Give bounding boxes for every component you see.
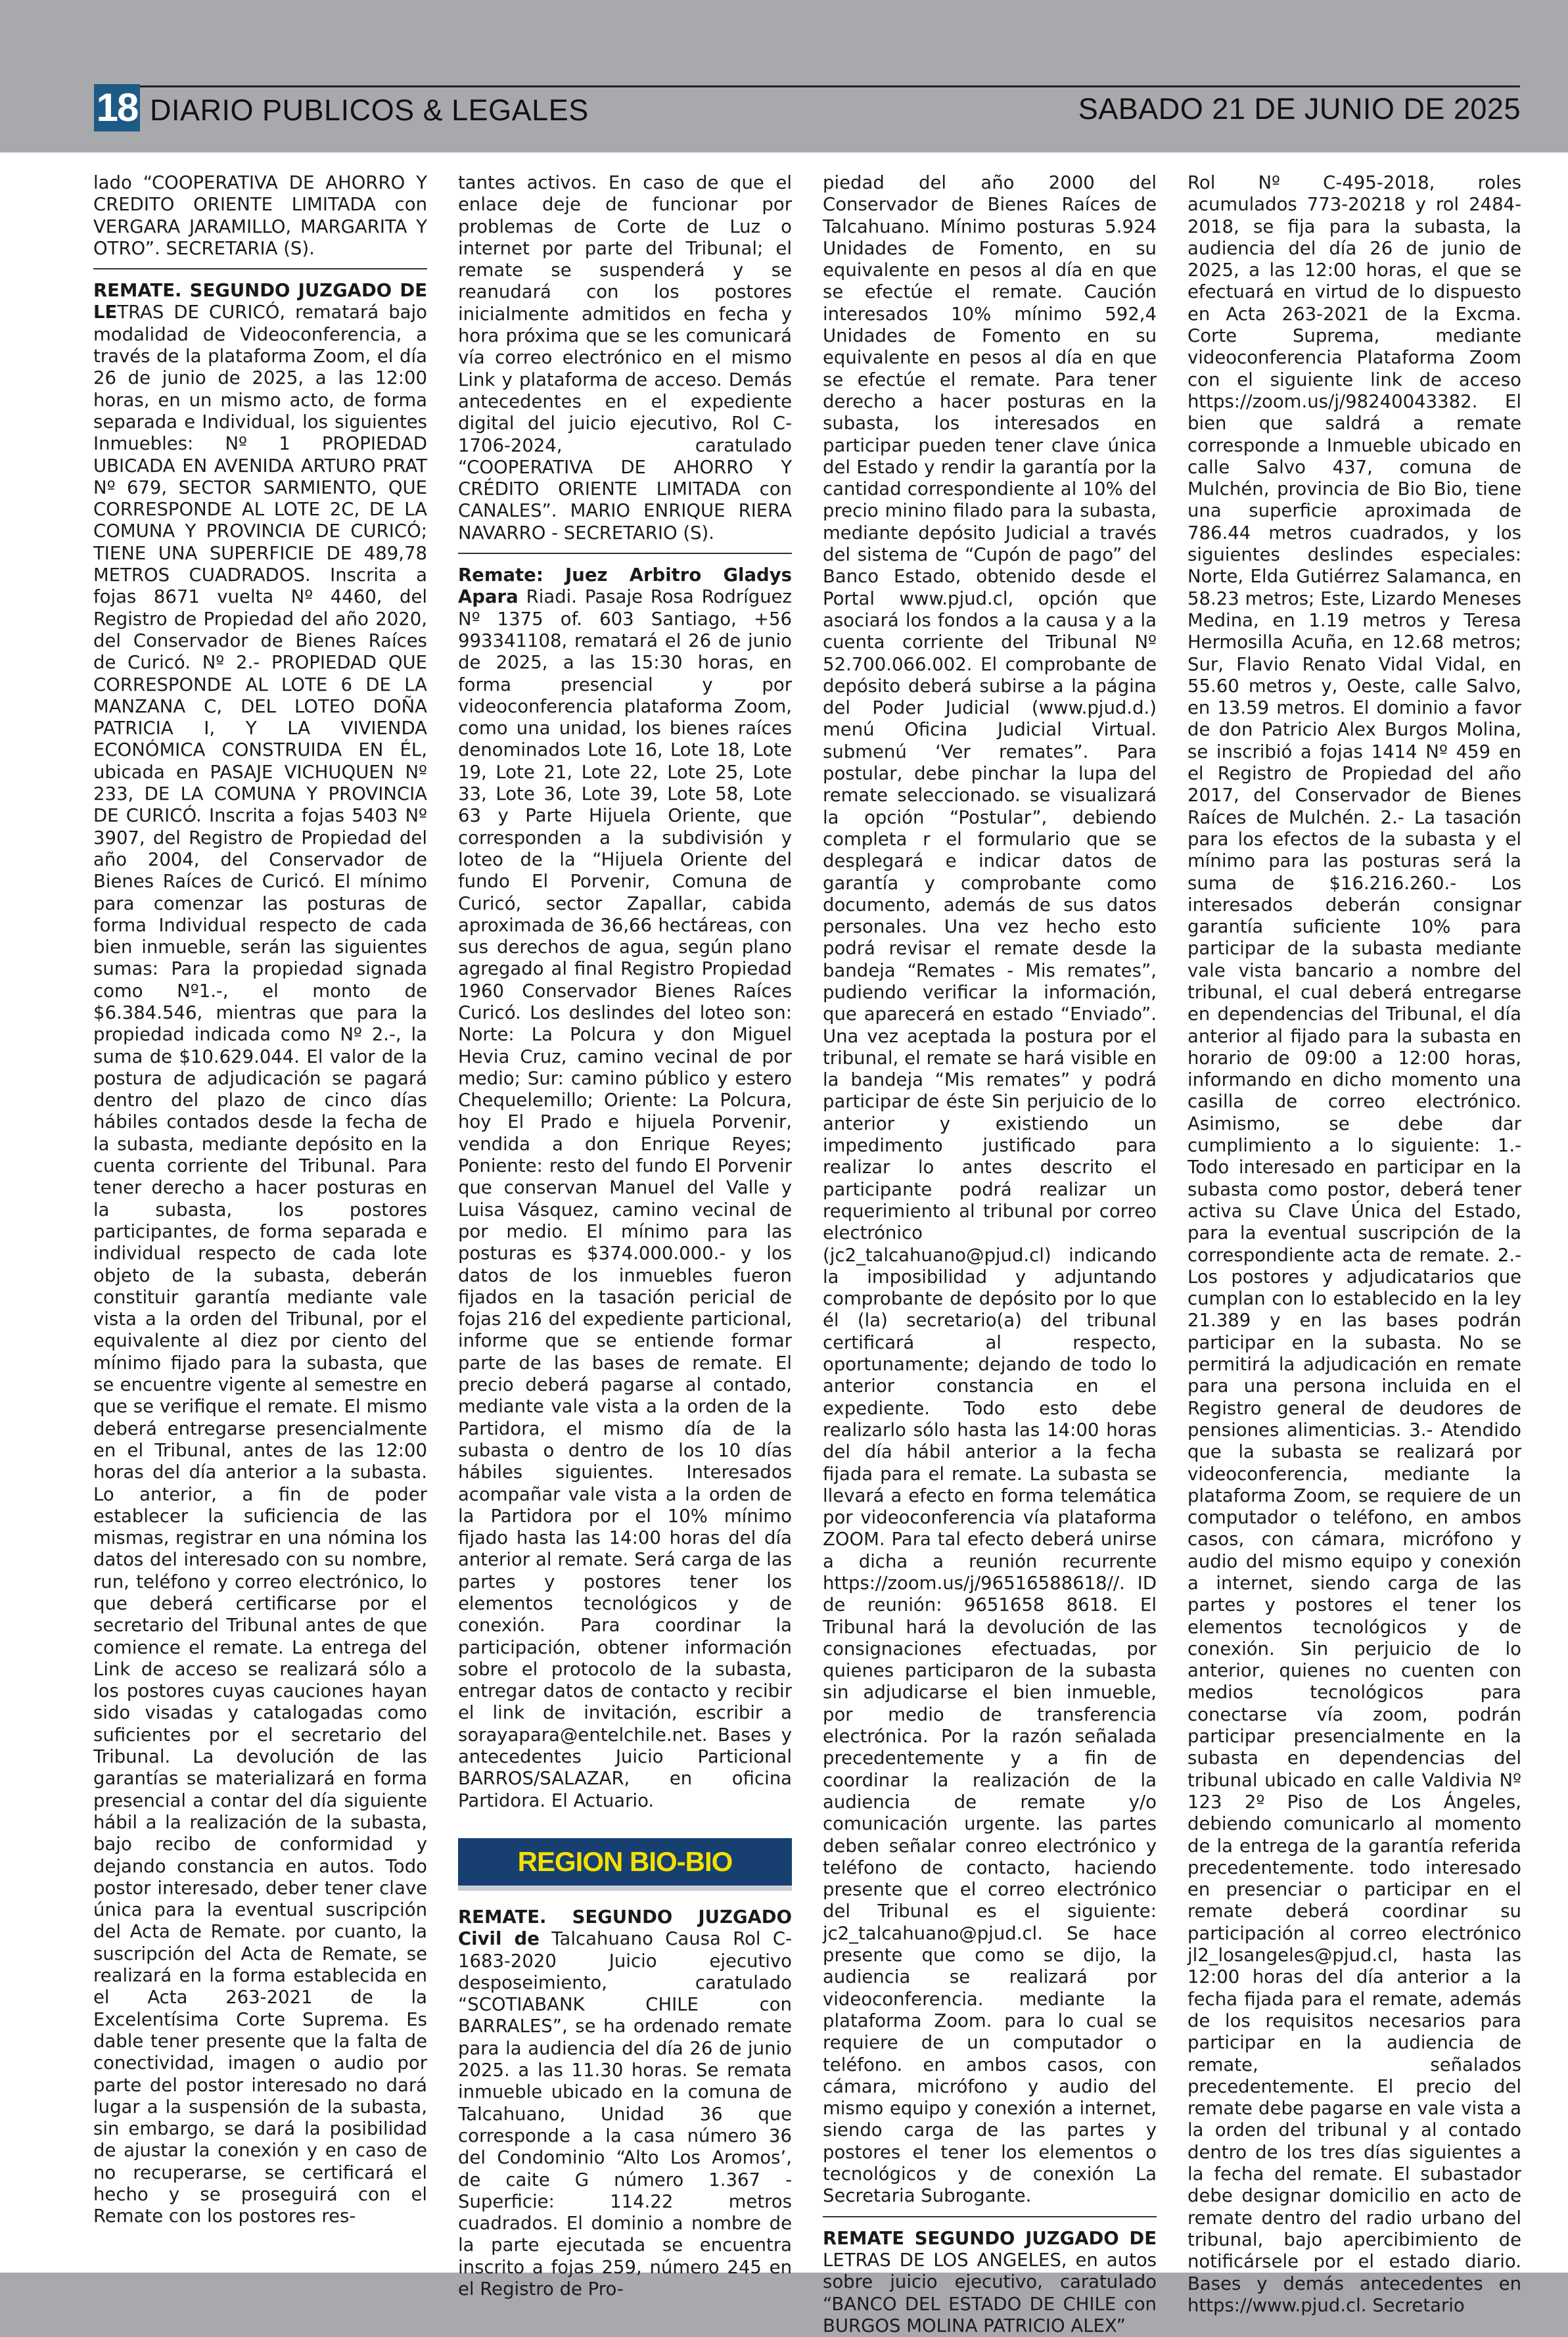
notice-remate-talcahuano xyxy=(458,1907,792,2300)
column-4 xyxy=(1188,172,1521,2316)
notice-remate-los-angeles xyxy=(823,2228,1157,2337)
notice-continuation: piedad del año 2000 del Conservador de Bienes Raíces de Talcahuano. Mínimo posturas 5.924 Unidades de Fomento, en su equivalente en pesos al día en que se efectúe el remate. Caución interesados 10% mínimo 592,4 Unidades de Fomento en su equivalente en pesos al día en que se efectúe el remate. Para tener derecho a hacer posturas en la subasta, los interesados en participar pueden tener clave única del Estado y rendir la garantía por la cantidad correspondiente al 10% del precio minino filado para la subasta, mediante depósito Judicial a través del sistema de “Cupón de pago” del Banco Estado, obtenido desde el Portal www.pjud.cl, opción que asociará los fondos a la causa y a la cuenta corriente del Tribunal Nº 52.700.066.002. El comprobante de depósito deberá subirse a la página del Poder Judicial (www.pjud.d.) menú Oficina Judicial Virtual. submenú ‘Ver remates”. Para postular, debe pinchar la lupa del remate seleccionado. se visualizará la opción “Postular”, debiendo completa r el formulario que se desplegará e indicar datos de garantía y comprobante como documento, además de sus datos personales. Una vez hecho esto podrá revisar el remate desde la bandeja “Remates - Mis remates”, pudiendo verificar la información, que aparecerá en estado “Enviado”. Una vez aceptada la postura por el tribunal, el remate se hará visible en la bandeja “Mis remates” y podrá participar de éste Sin perjuicio de lo anterior y existiendo un impedimento justificado para realizar lo antes descrito el participante podrá realizar un requerimiento al tribunal por correo electrónico (jc2_talcahuano@pjud.cl) indicando la imposibilidad y adjuntando comprobante de depósito por lo que él (la) secretario(a) del tribunal certificará al respecto, oportunamente; dejando de todo lo anterior constancia en el expediente. Todo esto debe realizarlo sólo hasta las 14:00 horas del día hábil anterior a la fecha fijada para el remate. La subasta se llevará a efecto en forma telemática por videoconferencia vía plataforma ZOOM. Para tal efecto deberá unirse a dicha a reunión recurrente https://zoom.us/j/96516588618//. ID de reunión: 9651658 8618. El Tribunal hará la devolución de las consignaciones efectuadas, por quienes participaron de la subasta sin adjudicarse el bien inmueble, por medio de transferencia electrónica. Por la razón señalada precedentemente y a fin de coordinar la realización de la audiencia de remate y/o comunicación urgente. las partes deben señalar conreo electrónico y teléfono de contacto, haciendo presente que el correo electrónico del Tribunal es el siguiente: jc2_talcahuano@pjud.cl. Se hace presente que como se dijo, la audiencia se realizará por videoconferencia. mediante la plataforma Zoom. para lo cual se requiere de un computador o teléfono. en ambos casos, con cámara, micrófono y audio del mismo equipo y conexión a internet, siendo carga de las partes y postores el tener los elementos o tecnológicos y de conexión La Secretaria Subrogante. xyxy=(823,172,1157,2207)
page-number: 18 xyxy=(94,84,140,131)
notice-juez-arbitro xyxy=(458,565,792,1812)
notice-divider xyxy=(458,553,792,554)
notice-continuation: tantes activos. En caso de que el enlace deje de funcionar por problemas de Corte de Luz o internet por parte del Tribunal; el remate se suspenderá y se reanudará con los postores inicialmente admitidos en fecha y hora próxima que se les comunicará vía correo electrónico en el mismo Link y plataforma de acceso. Demás antecedentes en el expediente digital del juicio ejecutivo, Rol C-1706-2024, caratulado “COOPERATIVA DE AHORRO Y CRÉDITO ORIENTE LIMITADA con CANALES”. MARIO ENRIQUE RIERA NAVARRO - SECRETARIO (S). xyxy=(458,172,792,544)
notice-heading: REMATE SEGUNDO JUZGADO DE xyxy=(823,2227,1157,2249)
notice-body: Riadi. Pasaje Rosa Rodríguez Nº 1375 of. 603 Santiago, +56 993341108, rematará el 26 de junio de 2025, a las 15:30 horas, en forma presencial y por videoconferencia plataforma Zoom, como una unidad, los bienes raíces denominados Lote 16, Lote 18, Lote 19, Lote 21, Lote 22, Lote 25, Lote 33, Lote 36, Lote 39, Lote 58, Lote 63 y Parte Hijuela Oriente, que corresponden a la subdivisión y loteo de la “Hijuela Oriente del fundo El Porvenir, Comuna de Curicó, sector Zapallar, cabida aproximada de 36,66 hectáreas, con sus derechos de agua, según plano agregado al final Registro Propiedad 1960 Conservador Bienes Raíces Curicó. Los deslindes del loteo son: Norte: La Polcura y don Miguel Hevia Cruz, camino vecinal de por medio; Sur: camino público y estero Chequelemillo; Oriente: La Polcura, hoy El Prado e hijuela Porvenir, vendida a don Enrique Reyes; Poniente: resto del fundo El Porvenir que conservan Manuel del Valle y Luisa Vásquez, camino vecinal de por medio. El mínimo para las posturas es $374.000.000.- y los datos de los inmuebles fueron fijados en la tasación pericial de fojas 216 del expediente particional, informe que se entiende formar parte de las bases de remate. El precio deberá pagarse al contado, mediante vale vista a la orden de la Partidora, el mismo día de la subasta o dentro de los 10 días hábiles siguientes. Interesados acompañar vale vista a la orden de la Partidora por el 10% mínimo fijado hasta las 14:00 horas del día anterior al remate. Será carga de las partes y postores tener los elementos tecnológicos y de conexión. Para coordinar la participación, obtener información sobre el protocolo de la subasta, entregar datos de contacto y recibir el link de invitación, escribir a sorayapara@entelchile.net. Bases y antecedentes Juicio Particional BARROS/SALAZAR, en oficina Partidora. El Actuario. xyxy=(458,586,792,1811)
publication-title: DIARIO PUBLICOS & LEGALES xyxy=(150,93,589,127)
header-rule xyxy=(94,85,1520,87)
column-3 xyxy=(823,172,1157,2336)
column-1 xyxy=(93,172,427,2242)
column-2 xyxy=(458,172,793,2300)
notice-divider xyxy=(823,2216,1157,2217)
notice-heading: Remate: Juez Arbitro Gladys Apara xyxy=(458,565,792,608)
notice-continuation: Rol Nº C-495-2018, roles acumulados 773-20218 y rol 2484-2018, se fija para la subasta, la audiencia del día 26 de junio de 2025, a las 12:00 horas, el que se efectuará en virtud de lo dispuesto en Acta 263-2021 de la Excma. Corte Suprema, mediante videoconferencia Plataforma Zoom con el siguiente link de acceso https://zoom.us/j/98240043382. El bien que saldrá a remate corresponde a Inmueble ubicado en calle Salvo 437, comuna de Mulchén, provincia de Bio Bio, tiene una superficie aproximada de 786.44 metros cuadrados, y los siguientes deslindes especiales: Norte, Elda Gutiérrez Salamanca, en 58.23 metros; Este, Lizardo Meneses Medina, en 1.19 metros y Teresa Hermosilla Acuña, en 12.68 metros; Sur, Flavio Renato Vidal Vidal, en 55.60 metros y, Oeste, calle Salvo, en 13.59 metros. El dominio a favor de don Patricio Alex Burgos Molina, se inscribió a fojas 1414 Nº 459 en el Registro de Propiedad del año 2017, del Conservador de Bienes Raíces de Mulchén. 2.- La tasación para los efectos de la subasta y el mínimo para las posturas será la suma de $16.216.260.- Los interesados deberán consignar garantía suficiente 10% para participar de la subasta mediante vale vista bancario a nombre del tribunal, el cual deberá entregarse en dependencias del Tribunal, el día anterior al fijado para la subasta en horario de 09:00 a 12:00 horas, informando en dicho momento una casilla de correo electrónico. Asimismo, se debe dar cumplimiento a lo siguiente: 1.- Todo interesado en participar en la subasta como postor, deberá tener activa su Clave Única del Estado, para la eventual suscripción de la correspondiente acta de remate. 2.- Los postores y adjudicatarios que cumplan con lo establecido en la ley 21.389 y en las bases podrán participar en la subasta. No se permitirá la adjudicación en remate para una persona incluida en el Registro general de deudores de pensiones alimenticias. 3.- Atendido que la subasta se realizará por videoconferencia, mediante la plataforma Zoom, se requiere de un computador o teléfono, en ambos casos, con cámara, micrófono y audio del mismo equipo y conexión a internet, siendo carga de las partes y postores el tener los elementos tecnológicos y de conexión. Sin perjuicio de lo anterior, quienes no cuenten con medios tecnológicos para conectarse vía zoom, podrán participar presencialmente en la subasta en dependencias del tribunal ubicado en calle Valdivia Nº 123 2º Piso de Los Ángeles, debiendo comunicarlo al momento de la entrega de la garantía referida precedentemente. todo interesado en presenciar o participar en el remate deberá coordinar su participación al correo electrónico jl2_losangeles@pjud.cl, hasta las 12:00 horas del día anterior a la fecha fijada para el remate, además de los requisitos necesarios para participar en la audiencia de remate, señalados precedentemente. El precio del remate debe pagarse en vale vista a la orden del tribunal y al contado dentro de los tres días siguientes a la fecha del remate. El subastador debe designar domicilio en acto de remate dentro del radio urbano del tribunal, bajo apercibimiento de notificársele por el estado diario. Bases y demás antecedentes en https://www.pjud.cl. Secretario xyxy=(1188,172,1521,2316)
notice-divider xyxy=(93,268,427,269)
region-banner xyxy=(458,1838,792,1891)
notice-body: Talcahuano Causa Rol C-1683-2020 Juicio ejecutivo desposeimiento, caratulado “SCOTIABANK CHILE con BARRALES”, se ha ordenado remate para la audiencia del día 26 de junio 2025. a las 11.30 horas. Se remata inmueble ubicado en la comuna de Talcahuano, Unidad 36 que corresponde a la casa número 36 del Condominio “Alto Los Aromos’, de caite G número 1.367 - Superficie: 114.22 metros cuadrados. El dominio a nombre de la parte ejecutada se encuentra inscrito a fojas 259, número 245 en el Registro de Pro- xyxy=(458,1928,793,2300)
region-title: REGION BIO-BIO xyxy=(517,1845,733,1877)
notice-body: LETRAS DE LOS ANGELES, en autos sobre juicio ejecutivo, caratulado “BANCO DEL ESTADO DE CHILE con BURGOS MOLINA PATRICIO ALEX” xyxy=(823,2249,1157,2336)
page-header xyxy=(0,0,1568,152)
notice-body: TRAS DE CURICÓ, rematará bajo modalidad de Videoconferencia, a través de la plataforma Zoom, el día 26 de junio de 2025, a las 12:00 horas, en un mismo acto, de forma separada e Individual, los siguientes Inmuebles: Nº 1 PROPIEDAD UBICADA EN AVENIDA ARTURO PRAT Nº 679, SECTOR SARMIENTO, QUE CORRESPONDE AL LOTE 2C, DE LA COMUNA Y PROVINCIA DE CURICÓ; TIENE UNA SUPERFICIE DE 489,78 METROS CUADRADOS. Inscrita a fojas 8671 vuelta Nº 4460, del Registro de Propiedad del año 2020, del Conservador de Bienes Raíces de Curicó. Nº 2.- PROPIEDAD QUE CORRESPONDE AL LOTE 6 DE LA MANZANA C, DEL LOTEO DOÑA PATRICIA I, Y LA VIVIENDA ECONÓMICA CONSTRUIDA EN ÉL, ubicada en PASAJE VICHUQUEN Nº 233, DE LA COMUNA Y PROVINCIA DE CURICÓ. Inscrita a fojas 5403 Nº 3907, del Registro de Propiedad del año 2004, del Conservador de Bienes Raíces de Curicó. El mínimo para comenzar las posturas de forma Individual respecto de cada bien inmueble, serán las siguientes sumas: Para la propiedad signada como Nº1.-, el monto de $6.384.546, mientras que para la propiedad indicada como Nº 2.-, la suma de $10.629.044. El valor de la postura de adjudicación se pagará dentro del plazo de cinco días hábiles contados desde la fecha de la subasta, mediante depósito en la cuenta corriente del Tribunal. Para tener derecho a hacer posturas en la subasta, los postores participantes, de forma separada e individual respecto de cada lote objeto de la subasta, deberán constituir garantía mediante vale vista a la orden del Tribunal, por el equivalente al diez por ciento del mínimo fijado para la subasta, que se encuentre vigente al semestre en que se verifique el remate. El mismo deberá entregarse presencialmente en el Tribunal, antes de las 12:00 horas del día anterior a la subasta. Lo anterior, a fin de poder establecer la suficiencia de las mismas, registrar en una nómina los datos del interesado con su nombre, run, teléfono y correo electrónico, lo que deberá certificarse por el secretario del Tribunal antes de que comience el remate. La entrega del Link de acceso se realizará sólo a los postores cuyas cauciones hayan sido visadas y catalogadas como suficientes por el secretario del Tribunal. La devolución de las garantías se materializará en forma presencial a contar del día siguiente hábil a la realización de la subasta, bajo recibo de conformidad y dejando constancia en autos. Todo postor interesado, deber tener clave única para la eventual suscripción del Acta de Remate. por cuanto, la suscripción del Acta de Remate, se realizará en la forma establecida en el Acta 263-2021 de la Excelentísima Corte Suprema. Es dable tener presente que la falta de conectividad, imagen o audio por parte del postor interesado no dará lugar a la suspensión de la subasta, sin embargo, se dará la posibilidad de ajustar la conexión y en caso de no recuperarse, se certificará el hecho y se proseguirá con el Remate con los postores res- xyxy=(93,302,427,2227)
notice-continuation: lado “COOPERATIVA DE AHORRO Y CREDITO ORIENTE LIMITADA con VERGARA JARAMILLO, MARGARITA Y OTRO”. SECRETARIA (S). xyxy=(93,172,427,259)
notice-heading: REMATE. SEGUNDO JUZGADO DE LE xyxy=(93,280,427,323)
publication-date: SABADO 21 DE JUNIO DE 2025 xyxy=(1078,92,1521,126)
notice-remate-curico xyxy=(93,280,427,2227)
notice-heading: REMATE. SEGUNDO JUZGADO Civil de xyxy=(458,1906,792,1950)
